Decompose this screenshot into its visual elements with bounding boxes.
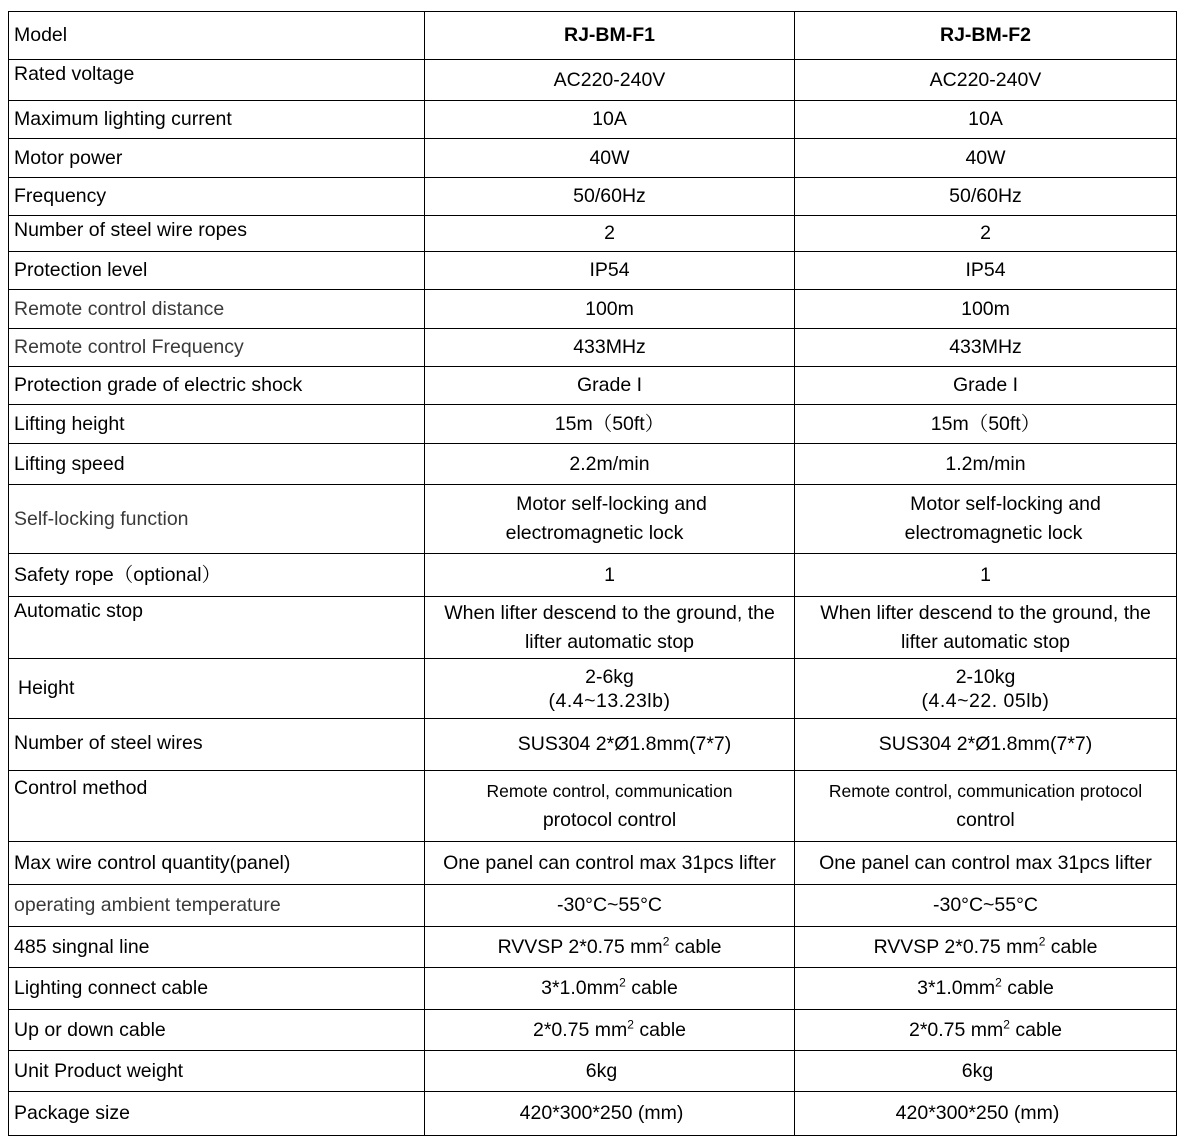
spec-value-f1: -30°C~55°C <box>425 885 795 927</box>
spec-label: Automatic stop <box>9 597 425 659</box>
spec-label: Rated voltage <box>9 60 425 101</box>
spec-value-f2: AC220-240V <box>795 60 1177 101</box>
spec-value-f1-line1: 2-6kg <box>585 665 634 688</box>
spec-value-f2-line1: Remote control, communication protocol <box>828 781 1143 801</box>
table-row <box>9 139 1177 178</box>
spec-label: Lifting speed <box>9 444 425 485</box>
spec-value-f1: 433MHz <box>425 329 795 367</box>
spec-value-f2-line1: When lifter descend to the ground, the <box>820 601 1151 624</box>
spec-value-f1: 15m（50ft） <box>425 405 795 444</box>
spec-value-f2 <box>795 597 1177 659</box>
spec-value-f2-line2: lifter automatic stop <box>900 630 1071 653</box>
spec-label: Lighting connect cable <box>9 968 425 1010</box>
spec-label: Protection grade of electric shock <box>9 367 425 405</box>
table-row <box>9 885 1177 927</box>
superscript-2: 2 <box>1003 1017 1010 1031</box>
spec-label: Safety rope（optional） <box>9 554 425 597</box>
table-row <box>9 968 1177 1010</box>
spec-value-f2: 10A <box>795 101 1177 139</box>
spec-label: Number of steel wire ropes <box>9 216 425 252</box>
spec-value-f1: 1 <box>425 554 795 597</box>
spec-value-f2: Grade I <box>795 367 1177 405</box>
superscript-2: 2 <box>662 934 670 948</box>
spec-value-f2-text: 3*1.0mm <box>917 977 996 999</box>
spec-value-f2: 15m（50ft） <box>795 405 1177 444</box>
spec-label: Remote control distance <box>9 290 425 329</box>
spec-label: Package size <box>9 1092 425 1136</box>
spec-value-f1-text: 2*0.75 mm <box>532 1018 628 1041</box>
spec-value-f1 <box>425 597 795 659</box>
spec-value-f1: IP54 <box>425 252 795 290</box>
spec-value-f2: 433MHz <box>795 329 1177 367</box>
spec-value-f2 <box>795 659 1177 719</box>
spec-label: Self-locking function <box>9 485 425 554</box>
table-row <box>9 1051 1177 1092</box>
table-row <box>9 444 1177 485</box>
spec-value-f2: 6kg <box>795 1051 1177 1092</box>
spec-value-f2: 1.2m/min <box>795 444 1177 485</box>
spec-value-f2: 1 <box>795 554 1177 597</box>
spec-value-f2: 420*300*250 (mm) <box>795 1092 1177 1136</box>
spec-value-f1-line1: Remote control, communication <box>486 781 733 801</box>
spec-value-f1: AC220-240V <box>425 60 795 101</box>
spec-value-f1 <box>425 927 795 968</box>
spec-value-f1: SUS304 2*Ø1.8mm(7*7) <box>425 719 795 771</box>
spec-label: Motor power <box>9 139 425 178</box>
spec-value-f2: 2 <box>795 216 1177 252</box>
spec-value-f2: -30°C~55°C <box>795 885 1177 927</box>
spec-label: Protection level <box>9 252 425 290</box>
spec-value-f2 <box>795 927 1177 968</box>
model-header-f1: RJ-BM-F1 <box>425 12 795 60</box>
spec-value-f2 <box>795 485 1177 554</box>
table-row <box>9 178 1177 216</box>
spec-value-f1 <box>425 771 795 842</box>
table-row <box>9 216 1177 252</box>
table-row <box>9 771 1177 842</box>
spec-value-f1-suffix: cable <box>669 935 722 958</box>
spec-value-f1: 50/60Hz <box>425 178 795 216</box>
spec-value-f1 <box>425 1010 795 1051</box>
table-row <box>9 597 1177 659</box>
table-row <box>9 405 1177 444</box>
spec-value-f1-suffix: cable <box>633 1018 687 1041</box>
table-row <box>9 60 1177 101</box>
spec-label: Max wire control quantity(panel) <box>9 842 425 885</box>
table-row <box>9 842 1177 885</box>
spec-value-f2-suffix: cable <box>1045 935 1098 958</box>
superscript-2: 2 <box>619 975 626 990</box>
spec-label: Up or down cable <box>9 1010 425 1051</box>
spec-label: 485 singnal line <box>9 927 425 968</box>
spec-value-f1: 6kg <box>425 1051 795 1092</box>
spec-value-f1: 420*300*250 (mm) <box>425 1092 795 1136</box>
spec-value-f2-suffix: cable <box>1009 1018 1063 1041</box>
superscript-2: 2 <box>1038 934 1046 948</box>
model-header-f2: RJ-BM-F2 <box>795 12 1177 60</box>
spec-value-f2-suffix: cable <box>1001 977 1054 999</box>
spec-table <box>8 11 1177 1136</box>
spec-value-f2 <box>795 1010 1177 1051</box>
table-row <box>9 659 1177 719</box>
spec-label: Number of steel wires <box>9 719 425 771</box>
spec-value-f2: 40W <box>795 139 1177 178</box>
superscript-2: 2 <box>995 975 1002 990</box>
spec-value-f1 <box>425 659 795 719</box>
spec-value-f2: IP54 <box>795 252 1177 290</box>
spec-value-f1-line1: Motor self-locking and <box>516 493 707 515</box>
spec-value-f1-line2: electromagnetic lock <box>505 522 684 544</box>
spec-value-f2-line1: 2-10kg <box>955 665 1016 688</box>
spec-value-f2-text: RVVSP 2*0.75 mm <box>873 935 1039 958</box>
spec-value-f1-suffix: cable <box>625 977 678 999</box>
superscript-2: 2 <box>627 1017 634 1031</box>
spec-value-f2: One panel can control max 31pcs lifter <box>795 842 1177 885</box>
spec-value-f1: One panel can control max 31pcs lifter <box>425 842 795 885</box>
table-row <box>9 252 1177 290</box>
spec-value-f1: 40W <box>425 139 795 178</box>
spec-value-f1: 2.2m/min <box>425 444 795 485</box>
model-header-label: Model <box>9 12 425 60</box>
spec-value-f1-line1: When lifter descend to the ground, the <box>444 601 775 624</box>
spec-label: Frequency <box>9 178 425 216</box>
table-row <box>9 290 1177 329</box>
spec-value-f1: 100m <box>425 290 795 329</box>
spec-label: Maximum lighting current <box>9 101 425 139</box>
spec-value-f1-text: RVVSP 2*0.75 mm <box>497 935 663 958</box>
spec-value-f2 <box>795 771 1177 842</box>
table-row <box>9 367 1177 405</box>
table-row <box>9 554 1177 597</box>
table-row <box>9 1092 1177 1136</box>
spec-value-f1-line2: (4.4~13.23lb) <box>548 689 671 712</box>
spec-value-f1: Grade I <box>425 367 795 405</box>
spec-value-f1-line2: protocol control <box>542 809 677 831</box>
spec-value-f1: 2 <box>425 216 795 252</box>
spec-value-f2-line2: electromagnetic lock <box>904 522 1083 544</box>
table-row <box>9 927 1177 968</box>
spec-value-f2: SUS304 2*Ø1.8mm(7*7) <box>795 719 1177 771</box>
table-row <box>9 485 1177 554</box>
spec-value-f2: 50/60Hz <box>795 178 1177 216</box>
table-row <box>9 101 1177 139</box>
spec-value-f1: 10A <box>425 101 795 139</box>
table-row <box>9 1010 1177 1051</box>
spec-label: Lifting height <box>9 405 425 444</box>
spec-value-f1-text: 3*1.0mm <box>541 977 620 999</box>
spec-value-f2-line1: Motor self-locking and <box>910 493 1101 515</box>
table-row-model <box>9 12 1177 60</box>
spec-value-f2-line2: control <box>956 809 1015 831</box>
spec-label: Height <box>9 659 425 719</box>
spec-value-f1-line2: lifter automatic stop <box>524 630 695 653</box>
spec-value-f2: 100m <box>795 290 1177 329</box>
spec-value-f1 <box>425 485 795 554</box>
spec-label: operating ambient temperature <box>9 885 425 927</box>
spec-label: Remote control Frequency <box>9 329 425 367</box>
table-row <box>9 329 1177 367</box>
spec-value-f2-line2: (4.4~22. 05lb) <box>921 689 1050 712</box>
spec-value-f2 <box>795 968 1177 1010</box>
spec-value-f1 <box>425 968 795 1010</box>
spec-value-f2-text: 2*0.75 mm <box>908 1018 1004 1041</box>
table-row <box>9 719 1177 771</box>
spec-label: Unit Product weight <box>9 1051 425 1092</box>
spec-label: Control method <box>9 771 425 842</box>
